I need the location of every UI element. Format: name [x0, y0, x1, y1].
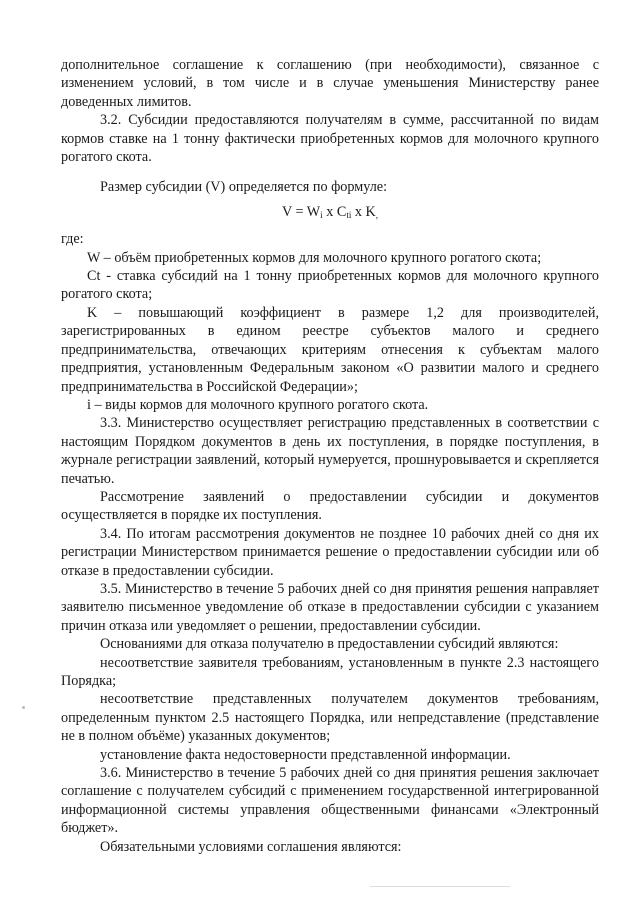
paragraph-3-2: 3.2. Субсидии предоставляются получателям в сумме, рассчитанной по видам кормов ставке на 1 тонну фактически приобретенных кормов для молочного крупного рогатого скота.	[61, 112, 599, 166]
definition-w: W – объём приобретенных кормов для молочного крупного рогатого скота;	[87, 249, 542, 266]
formula-mult-c: x C	[322, 203, 347, 220]
paragraph-review: Рассмотрение заявлений о предоставлении субсидии и документов осуществляется в порядке их поступления.	[61, 488, 599, 524]
definition-i: i – виды кормов для молочного крупного рогатого скота.	[87, 396, 429, 413]
paragraph-conditions: Обязательными условиями соглашения являются:	[100, 838, 402, 855]
paragraph-ground-3: установление факта недостоверности представленной информации.	[100, 746, 511, 763]
formula-mult-k: x K	[351, 203, 376, 220]
paragraph: дополнительное соглашение к соглашению (при необходимости), связанное с изменением условий, в том числе и в случае уменьшения Министерству ранее доведенных лимитов.	[61, 57, 599, 110]
paragraph-ground-1: несоответствие заявителя требованиям, установленным в пункте 2.3 настоящего Порядка;	[61, 654, 599, 689]
formula-sub-ti: ti	[346, 209, 352, 220]
paragraph-ground-2: несоответствие представленных получателем документов требованиям, определенным пунктом 2.5 настоящего Порядка, или непредставление (представление не в полном объёме) указанных документов;	[61, 691, 599, 745]
scan-speck	[22, 706, 25, 709]
formula-sub-comma: ,	[375, 209, 379, 220]
paragraph-3-6: 3.6. Министерство в течение 5 рабочих дней со дня принятия решения заключает соглашение с получателем субсидий с применением государственной интегрированной информационной системы управления общественными финансами «Электронный бюджет».	[61, 765, 599, 837]
definition-k: K – повышающий коэффициент в размере 1,2 для производителей, зарегистрированных в едином реестре субъектов малого и среднего предпринимательства, отвечающих критериям отнесения к субъектам малого предприятия, установленным Федеральным законом «О развитии малого и среднего предпринимательства в Российской Федерации»;	[61, 304, 599, 395]
paragraph-3-4: 3.4. По итогам рассмотрения документов не позднее 10 рабочих дней со дня их регистрации Министерством принимается решение о предоставлении субсидии или об отказе в предоставлении субсидии.	[61, 525, 599, 579]
paragraph-3-3: 3.3. Министерство осуществляет регистрацию представленных в соответствии с настоящим Порядком документов в день их поступления, в порядке поступления, в журнале регистрации заявлений, который нумеруется, прошнуровывается и скрепляется печатью.	[61, 415, 599, 487]
formula-lhs: V = W	[281, 203, 321, 220]
paragraph-3-5: 3.5. Министерство в течение 5 рабочих дней со дня принятия решения направляет заявителю письменное уведомление об отказе в предоставлении субсидии с указанием причин отказа или уведомляет о решении, предоставлении субсидии.	[61, 580, 599, 634]
paragraph-refusal-grounds: Основаниями для отказа получателю в предоставлении субсидий являются:	[100, 636, 559, 653]
document-body	[61, 56, 599, 856]
scan-artifact-line	[370, 886, 510, 887]
formula	[61, 203, 599, 224]
formula-sub-i: i	[320, 209, 323, 220]
definition-ct: Ct - ставка субсидий на 1 тонну приобретенных кормов для молочного крупного рогатого скота;	[61, 268, 599, 303]
where-label: где:	[61, 231, 84, 248]
formula-intro: Размер субсидии (V) определяется по формуле:	[100, 179, 388, 196]
